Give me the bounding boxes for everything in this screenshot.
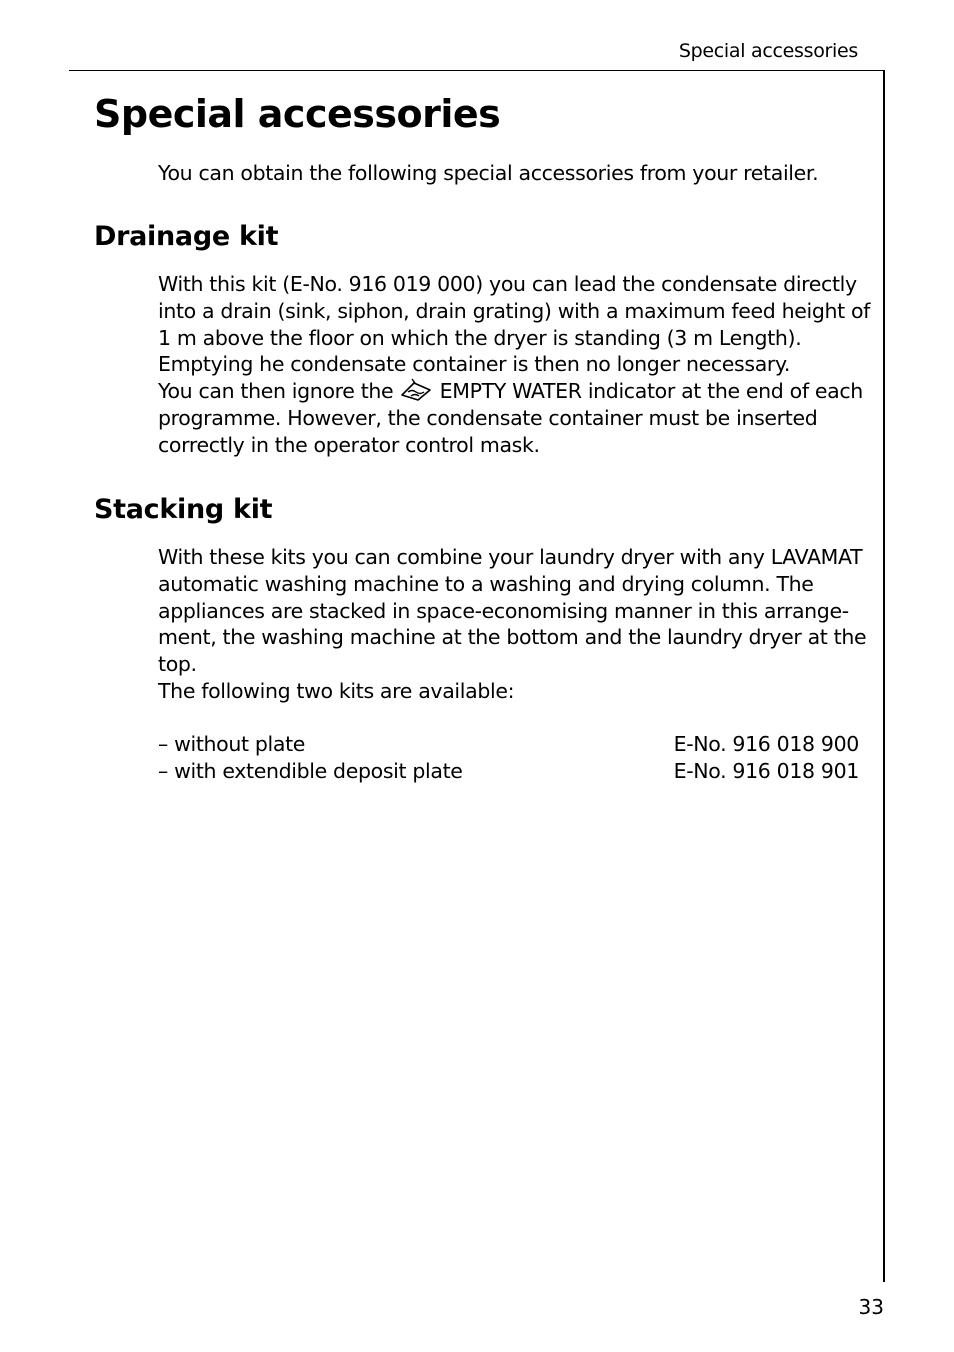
drainage-kit-paragraph: [158, 271, 871, 459]
text-line: ment, the washing machine at the bottom and the laundry dryer at the: [158, 625, 867, 650]
indicator-text-before: You can then ignore the: [158, 379, 400, 404]
intro-paragraph: You can obtain the following special accessories from your retailer.: [158, 161, 819, 185]
margin-rule: [883, 70, 885, 1282]
running-header: Special accessories: [678, 40, 858, 62]
text-line: With this kit (E-No. 916 019 000) you can lead the condensate directly: [158, 272, 857, 296]
kit-name: – without plate: [158, 732, 306, 756]
stacking-kit-paragraph: [158, 544, 867, 705]
drainage-kit-heading: Drainage kit: [94, 221, 279, 252]
kit-name: – with extendible deposit plate: [158, 759, 463, 783]
text-line: into a drain (sink, siphon, drain grating) with a maximum feed height of: [158, 298, 871, 323]
text-line: automatic washing machine to a washing and drying column. The: [158, 571, 814, 596]
text-line: [158, 378, 863, 405]
kit-list-item: [158, 732, 859, 756]
empty-water-icon: [399, 378, 433, 402]
text-line: With these kits you can combine your laundry dryer with any LAVAMAT: [158, 545, 863, 569]
text-line: appliances are stacked in space-economising manner in this arrange-: [158, 598, 849, 623]
header-rule: [69, 70, 885, 71]
text-line: top.: [158, 652, 197, 677]
text-line: The following two kits are available:: [158, 678, 515, 703]
text-line: Emptying he condensate container is then no longer necessary.: [158, 352, 791, 377]
page-title: Special accessories: [94, 92, 501, 136]
kit-number: E-No. 916 018 900: [673, 732, 859, 756]
stacking-kit-heading: Stacking kit: [94, 494, 273, 525]
page-number: 33: [858, 1295, 884, 1319]
kit-list-item: [158, 759, 859, 783]
text-line: 1 m above the floor on which the dryer is standing (3 m Length).: [158, 325, 802, 350]
indicator-text-after: EMPTY WATER indicator at the end of each: [433, 379, 863, 404]
text-line: programme. However, the condensate container must be inserted: [158, 405, 818, 430]
kit-number: E-No. 916 018 901: [673, 759, 859, 783]
text-line: correctly in the operator control mask.: [158, 432, 540, 457]
